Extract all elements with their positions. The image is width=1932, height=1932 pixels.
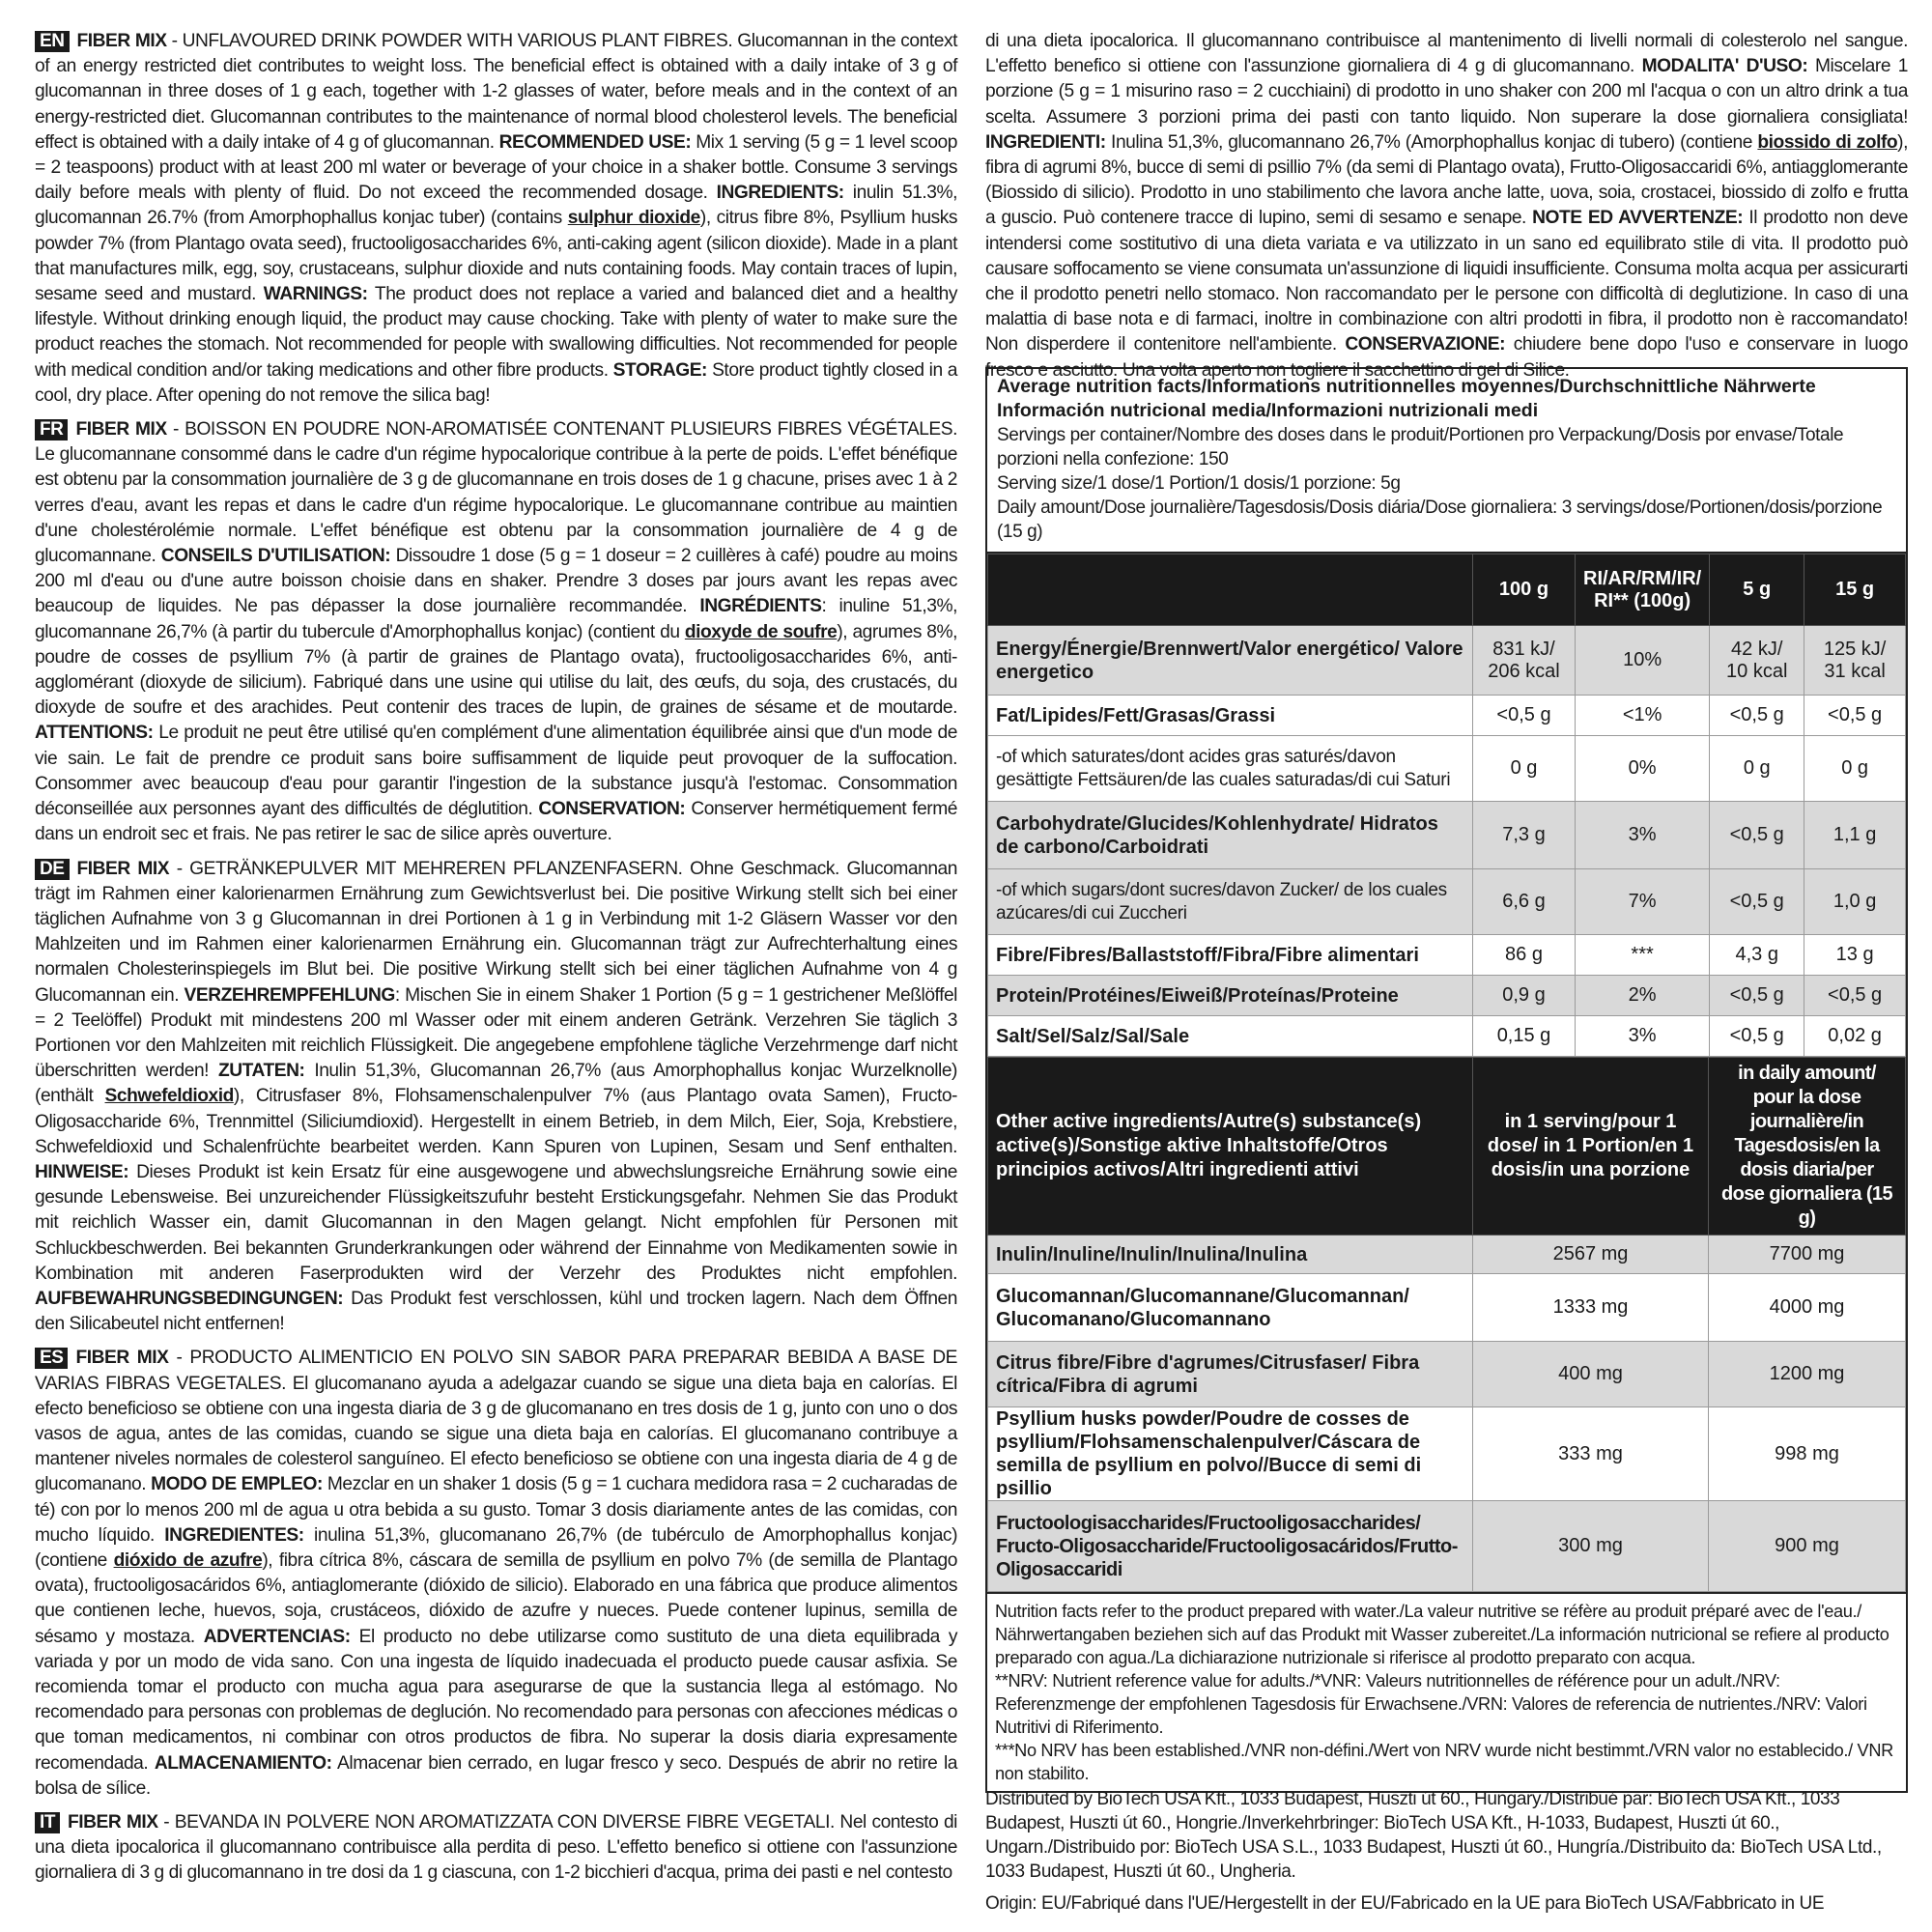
table-row bbox=[988, 1407, 1906, 1501]
heading-use: VERZEHREMPFEHLUNG bbox=[184, 984, 395, 1006]
body-text: : inuline 51,3%, glucomannane 26,7% (à partir du tubercule d'Amorphophallus konjac) (contient du bbox=[35, 596, 957, 642]
body-text: ), Citrusfaser 8%, Flohsamenschalenpulver 7% (aus Plantago ovata Samen), Fructo-Oligosaccharide 6%, Trennmittel (Siliciumdioxid). Hergestellt in einem Betrieb, in dem Milch, Eier, Soja, Krebstiere, Schwefeldioxid und Schalenfrüchte bearbeitet werden. Kann Spuren von Lupinen, Sesam und Senf enthalten. bbox=[35, 1086, 958, 1157]
row-label: Inulin/Inuline/Inulin/Inulina/Inulina bbox=[988, 1236, 1473, 1274]
allergen: sulphur dioxide bbox=[567, 208, 700, 229]
cell-value: *** bbox=[1576, 935, 1710, 976]
row-label: Carbohydrate/Glucides/Kohlenhydrate/ Hidratos de carbono/Carboidrati bbox=[988, 802, 1473, 869]
cell-value: 0 g bbox=[1473, 736, 1576, 802]
active-header-serving: in 1 serving/pour 1 dose/ in 1 Portion/en 1 dosis/in una porzione bbox=[1473, 1058, 1709, 1236]
heading-ingredients: INGREDIENTI: bbox=[985, 131, 1106, 153]
body-text: inulin 51.3%, glucomannan 26.7% (from Amorphophallus konjac tuber) (contains bbox=[35, 183, 957, 229]
cell-value: 400 mg bbox=[1473, 1342, 1709, 1407]
nutrition-column-headers bbox=[988, 554, 1906, 626]
row-label: Fibre/Fibres/Ballaststoff/Fibra/Fibre alimentari bbox=[988, 935, 1473, 976]
table-row bbox=[988, 736, 1906, 802]
row-label: Energy/Énergie/Brennwert/Valor energético/ Valore energetico bbox=[988, 626, 1473, 696]
language-tag: FR bbox=[35, 419, 68, 440]
body-text: Dissoudre 1 dose (5 g = 1 doseur = 2 cuillères à café) poudre au moins 200 ml d'eau ou d'une autre boisson choisie dans en shaker. Prendre 3 doses par jours avant les repas avec beaucoup de liquides. Ne pas dépasser la dose journalière recommandée. bbox=[35, 546, 957, 617]
cell-value: 13 g bbox=[1804, 935, 1906, 976]
no-nrv-note: ***No NRV has been established./VNR non-défini./Wert von NRV wurde nicht bestimmt./VRN valor no establecido./ VNR non stabilito. bbox=[995, 1741, 1893, 1783]
body-text: Das Produkt fest verschlossen, kühl und trocken lagern. Nach dem Öffnen den Silicabeutel nicht entfernen! bbox=[35, 1288, 957, 1335]
cell-value: 2% bbox=[1576, 976, 1710, 1016]
table-row bbox=[988, 1501, 1906, 1592]
body-text: Inulin 51,3%, Glucomannan 26,7% (aus Amorphophallus konjac Wurzelknolle) (enthält bbox=[35, 1061, 957, 1107]
body-text: Le produit ne peut être utilisé qu'en complément d'une alimentation équilibrée ainsi que d'un mode de vie sain. Le fait de prendre ce produit sans boire suffisamment de liquide peut provoquer de la suffocation. Consommer avec beaucoup d'eau pour garantir l'ingestion de la substance jusqu'à l'estomac. Consommation déconseillée aux personnes ayant des difficultés de déglutition. bbox=[35, 723, 957, 820]
heading-storage: CONSERVATION: bbox=[538, 799, 686, 820]
cell-value: 0,15 g bbox=[1473, 1016, 1576, 1057]
cell-value: <0,5 g bbox=[1473, 696, 1576, 736]
table-row bbox=[988, 1016, 1906, 1057]
heading-ingredients: INGREDIENTS: bbox=[716, 183, 844, 204]
body-text: ), fibra cítrica 8%, cáscara de semilla de psyllium en polvo 7% (de semilla de Plantago ovata), fructooligosacáridos 6%, antiaglomerante (dióxido de silicio). Elaborado en una fábrica que produce alimentos que contienen leche, huevos, soja, crustáceos, dióxido de azufre y nueces. Puede contener lupinus, semilla de sésamo y mostaza. bbox=[35, 1549, 957, 1647]
body-text: Il prodotto non deve intendersi come sostitutivo di una dieta variata e va utilizzato in un sano ed equilibrato stile di vita. Il prodotto può causare soffocamento se viene consumata un'assunzione di liquidi insufficiente. Consuma molta acqua per assicurarti che il prodotto penetri nello stomaco. Non raccomandato per le persone con difficoltà di deglutizione. In caso di una malattia di base nota e di farmaci, inoltre in combinazione con altri prodotti in fibra, il prodotto non è raccomandato! Non disperdere il contenitore nell'ambiente. bbox=[985, 208, 1908, 355]
prepared-note: Nutrition facts refer to the product prepared with water./La valeur nutritive se réfère au produit préparé avec de l'eau./ Nährwertangaben beziehen sich auf das Produkt mit Wasser zubereitet./La información nutricional se refiere al producto preparado con agua./La dichiarazione nutrizionale si riferisce al prodotto preparato con acqua. bbox=[995, 1602, 1889, 1667]
left-column bbox=[35, 29, 957, 1895]
body-text: Store product tightly closed in a cool, dry place. After opening do not remove the silica bag! bbox=[35, 359, 957, 406]
section-de bbox=[35, 857, 957, 1338]
cell-value: 6,6 g bbox=[1473, 869, 1576, 935]
cell-value: 1333 mg bbox=[1473, 1274, 1709, 1342]
body-text: - GETRÄNKEPULVER MIT MEHREREN PFLANZENFASERN. Ohne Geschmack. Glucomannan trägt im Rahmen einer kalorienarmen Ernährung zum Gewichtsverlust bei. Die positive Wirkung stellt sich bei einer täglichen Aufnahme von 3 g Glucomannan in drei Portionen à 1 g in Verbindung mit 1-2 Gläsern Wasser vor den Mahlzeiten und im Rahmen einer kalorienarmen Ernährung ein. Glucomannan trägt zur Aufrechterhaltung eines normalen Cholesterinspiegels im Blut bei. Die positive Wirkung stellt sich bei einer täglichen Aufnahme von 4 g Glucomannan ein. bbox=[35, 858, 957, 1006]
cell-value: 998 mg bbox=[1709, 1407, 1906, 1501]
cell-value: 300 mg bbox=[1473, 1501, 1709, 1592]
body-text: Conserver hermétiquement fermé dans un endroit sec et frais. Ne pas retirer le sac de silice après ouverture. bbox=[35, 799, 957, 845]
heading-storage: STORAGE: bbox=[612, 359, 707, 381]
table-row bbox=[988, 802, 1906, 869]
body-text: - BEVANDA IN POLVERE NON AROMATIZZATA CON DIVERSE FIBRE VEGETALI. Nel contesto di una dieta ipocalorica il glucomannano contribuisce alla perdita di peso. L'effetto benefico si ottiene con l'assunzione giornaliera di 3 g di glucomannano in tre dosi da 1 g ciascuna, con 1-2 bicchieri d'acqua, prima dei pasti e nel contesto bbox=[35, 1812, 957, 1884]
heading-warnings: ATTENTIONS: bbox=[35, 723, 154, 744]
body-text: - BOISSON EN POUDRE NON-AROMATISÉE CONTENANT PLUSIEURS FIBRES VÉGÉTALES. Le glucomannane consommé dans le cadre d'un régime hypocalorique contribue à la perte de poids. L'effet bénéfique est obtenu par la consommation journalière de 3 g de glucomannane en trois doses de 1 g chacune, prises avec 1 à 2 verres d'eau, avant les repas et dans le cadre d'un régime hypocalorique. Le glucomannane contribue au maintien d'une cholestérolémie normale. L'effet bénéfique est obtenu par la consommation journalière de 4 g de glucomannane. bbox=[35, 419, 957, 567]
body-text: Almacenar bien cerrado, en lugar fresco y seco. Después de abrir no retire la bolsa de sílice. bbox=[35, 1752, 957, 1799]
cell-value: 0 g bbox=[1710, 736, 1804, 802]
cell-value: 4000 mg bbox=[1709, 1274, 1906, 1342]
row-label: Protein/Protéines/Eiweiß/Proteínas/Proteine bbox=[988, 976, 1473, 1016]
heading-use: CONSEILS D'UTILISATION: bbox=[160, 546, 391, 567]
table-row bbox=[988, 1274, 1906, 1342]
serving-size: Serving size/1 dose/1 Portion/1 dosis/1 porzione: 5g bbox=[997, 473, 1401, 494]
cell-value: 0% bbox=[1576, 736, 1710, 802]
cell-value: 10% bbox=[1576, 626, 1710, 696]
cell-value: 7% bbox=[1576, 869, 1710, 935]
header-ri: RI/AR/RM/IR/ RI** (100g) bbox=[1576, 554, 1710, 626]
row-label: Glucomannan/Glucomannane/Glucomannan/ Glucomanano/Glucomannano bbox=[988, 1274, 1473, 1342]
allergen: biossido di zolfo bbox=[1757, 131, 1898, 153]
cell-value: <0,5 g bbox=[1710, 802, 1804, 869]
header-15g: 15 g bbox=[1804, 554, 1906, 626]
servings-per-container: Servings per container/Nombre des doses dans le produit/Portionen pro Verpackung/Dosis por envase/Totale porzioni nella confezione: 150 bbox=[997, 425, 1844, 469]
heading-warnings: ADVERTENCIAS: bbox=[203, 1626, 351, 1647]
nutrition-title: Average nutrition facts/Informations nutritionnelles moyennes/Durchschnittliche Nährwerte bbox=[997, 376, 1816, 397]
section-fr bbox=[35, 417, 957, 847]
cell-value: <0,5 g bbox=[1710, 869, 1804, 935]
body-text: inulina 51,3%, glucomanano 26,7% (de tubérculo de Amorphophallus konjac) (contiene bbox=[35, 1524, 958, 1571]
active-header-daily: in daily amount/ pour la dose journalière/in Tagesdosis/en la dosis diaria/per dose giornaliera (15 g) bbox=[1709, 1058, 1906, 1236]
body-text: - PRODUCTO ALIMENTICIO EN POLVO SIN SABOR PARA PREPARAR BEBIDA A BASE DE VARIAS FIBRAS VEGETALES. El glucomanano ayuda a adelgazar cuando se sigue una dieta baja en calorías. El efecto beneficioso se obtiene con una ingesta diaria de 3 g de glucomanano en tres dosis de 1 g, junto con uno o dos vasos de agua, antes de las comidas, cuando se sigue una dieta baja en calorías. El glucomanano contribuye a mantener niveles normales de colesterol sanguíneo. El efecto beneficioso se obtiene con una ingesta diaria de 4 g de glucomanano. bbox=[35, 1348, 957, 1495]
body-text: Mix 1 serving (5 g = 1 level scoop = 2 teaspoons) product with at least 200 ml water or beverage of your choice in a shaker bottle. Consume 3 servings daily before meals with plenty of fluid. Do not exceed the recommended dosage. bbox=[35, 131, 957, 204]
nutrition-notes bbox=[987, 1592, 1906, 1791]
brand-name: FIBER MIX bbox=[75, 419, 167, 440]
table-row bbox=[988, 976, 1906, 1016]
body-text: El producto no debe utilizarse como sustituto de una dieta equilibrada y variada y por un modo de vida sano. Con una ingesta de líquido inadecuada el producto puede causar asfixia. Se recomienda tomar el producto con mucha agua para asegurarse de que la sustancia llega al estómago. No recomendado para personas con problemas de deglución. No recomendado para personas con afecciones médicas o que toman medicamentos, ni combinar con otros productos de fibra. No superar la dosis diaria expresamente recomendada. bbox=[35, 1626, 957, 1774]
language-tag: DE bbox=[35, 859, 70, 880]
nutrition-title-2: Información nutricional media/Informazioni nutrizionali medi bbox=[997, 400, 1539, 421]
cell-value: 900 mg bbox=[1709, 1501, 1906, 1592]
heading-storage: ALMACENAMIENTO: bbox=[154, 1752, 332, 1774]
body-text: ), agrumes 8%, poudre de cosses de psyllium 7% (à partir de graines de Plantago ovata), fructooligosaccharides 6%, anti-agglomérant (dioxyde de silicium). Fabriqué dans une usine qui utilise du lait, des œufs, du soja, des crustacés, du dioxyde de soufre et des arachides. Peut contenir des traces de lupin, de graines de sésame et de moutarde. bbox=[35, 621, 957, 719]
heading-use: RECOMMENDED USE: bbox=[498, 131, 692, 153]
body-text: The product does not replace a varied and balanced diet and a healthy lifestyle. Without drinking enough liquid, the product may cause chocking. Take with plenty of water to make sure the product reaches the stomach. Not recommended for people with swallowing difficulties. Not recommended for people with medical condition and/or taking medications and other fibre products. bbox=[35, 284, 957, 381]
body-text: Inulina 51,3%, glucomannano 26,7% (Amorphophallus konjac di tubero) (contiene bbox=[1105, 131, 1758, 153]
brand-name: FIBER MIX bbox=[76, 31, 167, 51]
section-en bbox=[35, 29, 957, 409]
row-label: Citrus fibre/Fibre d'agrumes/Citrusfaser/ Fibra cítrica/Fibra di agrumi bbox=[988, 1342, 1473, 1407]
brand-name: FIBER MIX bbox=[75, 1348, 169, 1369]
body-text: Mezclar en un shaker 1 dosis (5 g = 1 cuchara medidora rasa = 2 cucharadas de té) con por lo menos 200 ml de agua u otra bebida a su gusto. Tomar 3 dosis diariamente antes de las comidas, con mucho líquido. bbox=[35, 1474, 957, 1546]
row-label: Psyllium husks powder/Poudre de cosses de psyllium/Flohsamenschalenpulver/Cáscara de semilla de psyllium en polvo//Bucce di semi di psillio bbox=[988, 1407, 1473, 1501]
heading-use: MODALITA' D'USO: bbox=[1641, 56, 1808, 77]
nutrition-header bbox=[987, 369, 1906, 554]
row-label: -of which sugars/dont sucres/davon Zucker/ de los cuales azúcares/di cui Zuccheri bbox=[988, 869, 1473, 935]
cell-value: <0,5 g bbox=[1804, 976, 1906, 1016]
header-100g: 100 g bbox=[1473, 554, 1576, 626]
cell-value: 0 g bbox=[1804, 736, 1906, 802]
cell-value: 0,9 g bbox=[1473, 976, 1576, 1016]
section-es bbox=[35, 1346, 957, 1802]
language-tag: ES bbox=[35, 1348, 68, 1369]
heading-warnings: HINWEISE: bbox=[35, 1161, 129, 1182]
allergen: Schwefeldioxid bbox=[104, 1086, 234, 1107]
row-label: Fructoologisaccharides/Fructooligosaccharides/ Fructo-Oligosaccharide/Fructooligosacáridos/Frutto-Oligosaccaridi bbox=[988, 1501, 1473, 1592]
section-it bbox=[35, 1810, 957, 1887]
table-row bbox=[988, 626, 1906, 696]
language-tag: IT bbox=[35, 1812, 60, 1833]
active-ingredients-header bbox=[988, 1058, 1906, 1236]
cell-value: 86 g bbox=[1473, 935, 1576, 976]
nrv-note: **NRV: Nutrient reference value for adults./*VNR: Valeurs nutritionnelles de référence pour un adult./NRV: Referenzmenge der empfohlenen Tagesdosis für Erwachsene./VRN: Valores de referencia de nutrientes./NRV: Valori Nutritivi di Riferimento. bbox=[995, 1671, 1867, 1737]
cell-value: <0,5 g bbox=[1710, 976, 1804, 1016]
cell-value: 42 kJ/ 10 kcal bbox=[1710, 626, 1804, 696]
cell-value: 7,3 g bbox=[1473, 802, 1576, 869]
table-row bbox=[988, 1342, 1906, 1407]
heading-warnings: WARNINGS: bbox=[263, 284, 368, 305]
heading-storage: AUFBEWAHRUNGSBEDINGUNGEN: bbox=[35, 1288, 344, 1309]
heading-ingredients: INGRÉDIENTS bbox=[699, 596, 822, 617]
cell-value: <0,5 g bbox=[1710, 1016, 1804, 1057]
origin-info: Origin: EU/Fabriqué dans l'UE/Hergestellt in der EU/Fabricado en la UE para BioTech USA/Fabbricato in UE bbox=[985, 1893, 1825, 1914]
cell-value: 1,0 g bbox=[1804, 869, 1906, 935]
daily-amount: Daily amount/Dose journalière/Tagesdosis/Dosis diária/Dose giornaliera: 3 servings/dose/Portionen/dosis/porzione (15 g) bbox=[997, 497, 1883, 542]
cell-value: <1% bbox=[1576, 696, 1710, 736]
row-label: Fat/Lipides/Fett/Grasas/Grassi bbox=[988, 696, 1473, 736]
allergen: dioxyde de soufre bbox=[684, 621, 838, 642]
body-text: Miscelare 1 porzione (5 g = 1 misurino raso = 2 cucchiaini) di prodotto in uno shaker con 200 ml l'acqua o con un altro drink a tua scelta. Assumere 3 porzioni prima dei pasti con tanto liquido. Non superare la dose giornaliera consigliata! bbox=[985, 56, 1908, 128]
brand-name: FIBER MIX bbox=[68, 1812, 158, 1833]
body-text: di una dieta ipocalorica. Il glucomannano contribuisce al mantenimento di livelli normali di colesterolo nel sangue. L'effetto benefico si ottiene con l'assunzione giornaliera di 4 g di glucomannano. bbox=[985, 31, 1908, 77]
table-row bbox=[988, 1236, 1906, 1274]
body-text: ), fibra di agrumi 8%, bucce di semi di psillio 7% (da semi di Plantago ovata), Frutto-Oligosaccaridi 6%, antiagglomerante (Biossido di silicio). Prodotto in uno stabilimento che lavora anche latte, uova, soia, crostacei, biossido di zolfo e frutta a guscio. Può contenere tracce di lupino, semi di sesamo e senape. bbox=[985, 131, 1908, 229]
section-it-continued bbox=[985, 29, 1908, 384]
table-row bbox=[988, 869, 1906, 935]
heading-storage: CONSERVAZIONE: bbox=[1345, 334, 1506, 355]
cell-value: 3% bbox=[1576, 1016, 1710, 1057]
cell-value: 831 kJ/ 206 kcal bbox=[1473, 626, 1576, 696]
cell-value: <0,5 g bbox=[1804, 696, 1906, 736]
allergen: dióxido de azufre bbox=[113, 1549, 263, 1571]
active-header-label: Other active ingredients/Autre(s) substance(s) active(s)/Sonstige aktive Inhaltstoffe/Otros principios activos/Altri ingredienti attivi bbox=[988, 1058, 1473, 1236]
cell-value: 4,3 g bbox=[1710, 935, 1804, 976]
table-row bbox=[988, 935, 1906, 976]
cell-value: 0,02 g bbox=[1804, 1016, 1906, 1057]
heading-warnings: NOTE ED AVVERTENZE: bbox=[1532, 208, 1744, 229]
body-text: ), citrus fibre 8%, Psyllium husks powder 7% (from Plantago ovata seed), fructooligosaccharides 6%, anti-caking agent (silicon dioxide). Made in a plant that manufactures milk, egg, soy, crustaceans, sulphur dioxide and nuts containing foods. May contain traces of lupin, sesame seed and mustard. bbox=[35, 208, 957, 305]
cell-value: 1200 mg bbox=[1709, 1342, 1906, 1407]
heading-ingredients: INGREDIENTES: bbox=[164, 1524, 304, 1546]
table-row bbox=[988, 696, 1906, 736]
cell-value: 3% bbox=[1576, 802, 1710, 869]
body-text: chiudere bene dopo l'uso e conservare in luogo fresco e asciutto. Una volta aperto non togliere il sacchettino di gel di Silice. bbox=[985, 334, 1908, 381]
header-blank bbox=[988, 554, 1473, 626]
body-text: : Mischen Sie in einem Shaker 1 Portion (5 g = 1 gestrichener Meßlöffel = 2 Teelöffel) Produkt mit mindestens 200 ml Wasser oder mit einem anderen Getränk. Verzehren Sie täglich 3 Portionen vor den Mahlzeiten mit reichlich Flüssigkeit. Die angegebene empfohlene tägliche Verzehrmenge darf nicht überschritten werden! bbox=[35, 984, 957, 1082]
brand-name: FIBER MIX bbox=[76, 858, 170, 879]
cell-value: 2567 mg bbox=[1473, 1236, 1709, 1274]
active-ingredients-table bbox=[987, 1057, 1906, 1592]
distributor-info: Distributed by BioTech USA Kft., 1033 Budapest, Huszti út 60., Hungary./Distribué par: BioTech USA Kft., 1033 Budapest, Huszti út 60., Hongrie./Inverkehrbringer: BioTech USA Kft., H-1033, Budapest, Huszti út 60., Ungarn./Distribuido por: BioTech USA S.L., 1033 Budapest, Huszti út 60., Hungría./Distribuito da: BioTech USA Ltd., 1033 Budapest, Huszti út 60., Ungheria. bbox=[985, 1789, 1882, 1882]
language-tag: EN bbox=[35, 31, 70, 52]
cell-value: 7700 mg bbox=[1709, 1236, 1906, 1274]
cell-value: <0,5 g bbox=[1710, 696, 1804, 736]
header-5g: 5 g bbox=[1710, 554, 1804, 626]
heading-use: MODO DE EMPLEO: bbox=[151, 1474, 323, 1495]
row-label: Salt/Sel/Salz/Sal/Sale bbox=[988, 1016, 1473, 1057]
body-text: Dieses Produkt ist kein Ersatz für eine ausgewogene und abwechslungsreiche Ernährung sowie eine gesunde Lebensweise. Bei unzureichender Flüssigkeitszufuhr besteht Erstickungsgefahr. Nehmen Sie das Produkt mit reichlich Wasser ein, damit Glucomannan in den Magen gelangt. Nicht empfohlen für Personen mit Schluckbeschwerden. Bei bekannten Grunderkrankungen oder während der Einnahme von Medikamenten sowie in Kombination mit anderen Faserprodukten wird der Verzehr des Produktes nicht empfohlen. bbox=[35, 1161, 957, 1284]
heading-ingredients: ZUTATEN: bbox=[217, 1061, 305, 1082]
footer bbox=[985, 1787, 1908, 1923]
nutrition-table bbox=[987, 554, 1906, 1057]
nutrition-table-box bbox=[985, 367, 1908, 1793]
cell-value: 1,1 g bbox=[1804, 802, 1906, 869]
body-text: - UNFLAVOURED DRINK POWDER WITH VARIOUS PLANT FIBRES. Glucomannan in the context of an energy restricted diet contributes to weight loss. The beneficial effect is obtained with a daily intake of 3 g of glucomannan in three doses of 1 g each, together with 1-2 glasses of water, before meals and in the context of an energy-restricted diet. Glucomannan contributes to the maintenance of normal blood cholesterol levels. The beneficial effect is obtained with a daily intake of 4 g of glucomannan. bbox=[35, 31, 957, 153]
row-label: -of which saturates/dont acides gras saturés/davon gesättigte Fettsäuren/de las cuales saturadas/di cui Saturi bbox=[988, 736, 1473, 802]
right-column bbox=[985, 29, 1908, 384]
cell-value: 333 mg bbox=[1473, 1407, 1709, 1501]
cell-value: 125 kJ/ 31 kcal bbox=[1804, 626, 1906, 696]
